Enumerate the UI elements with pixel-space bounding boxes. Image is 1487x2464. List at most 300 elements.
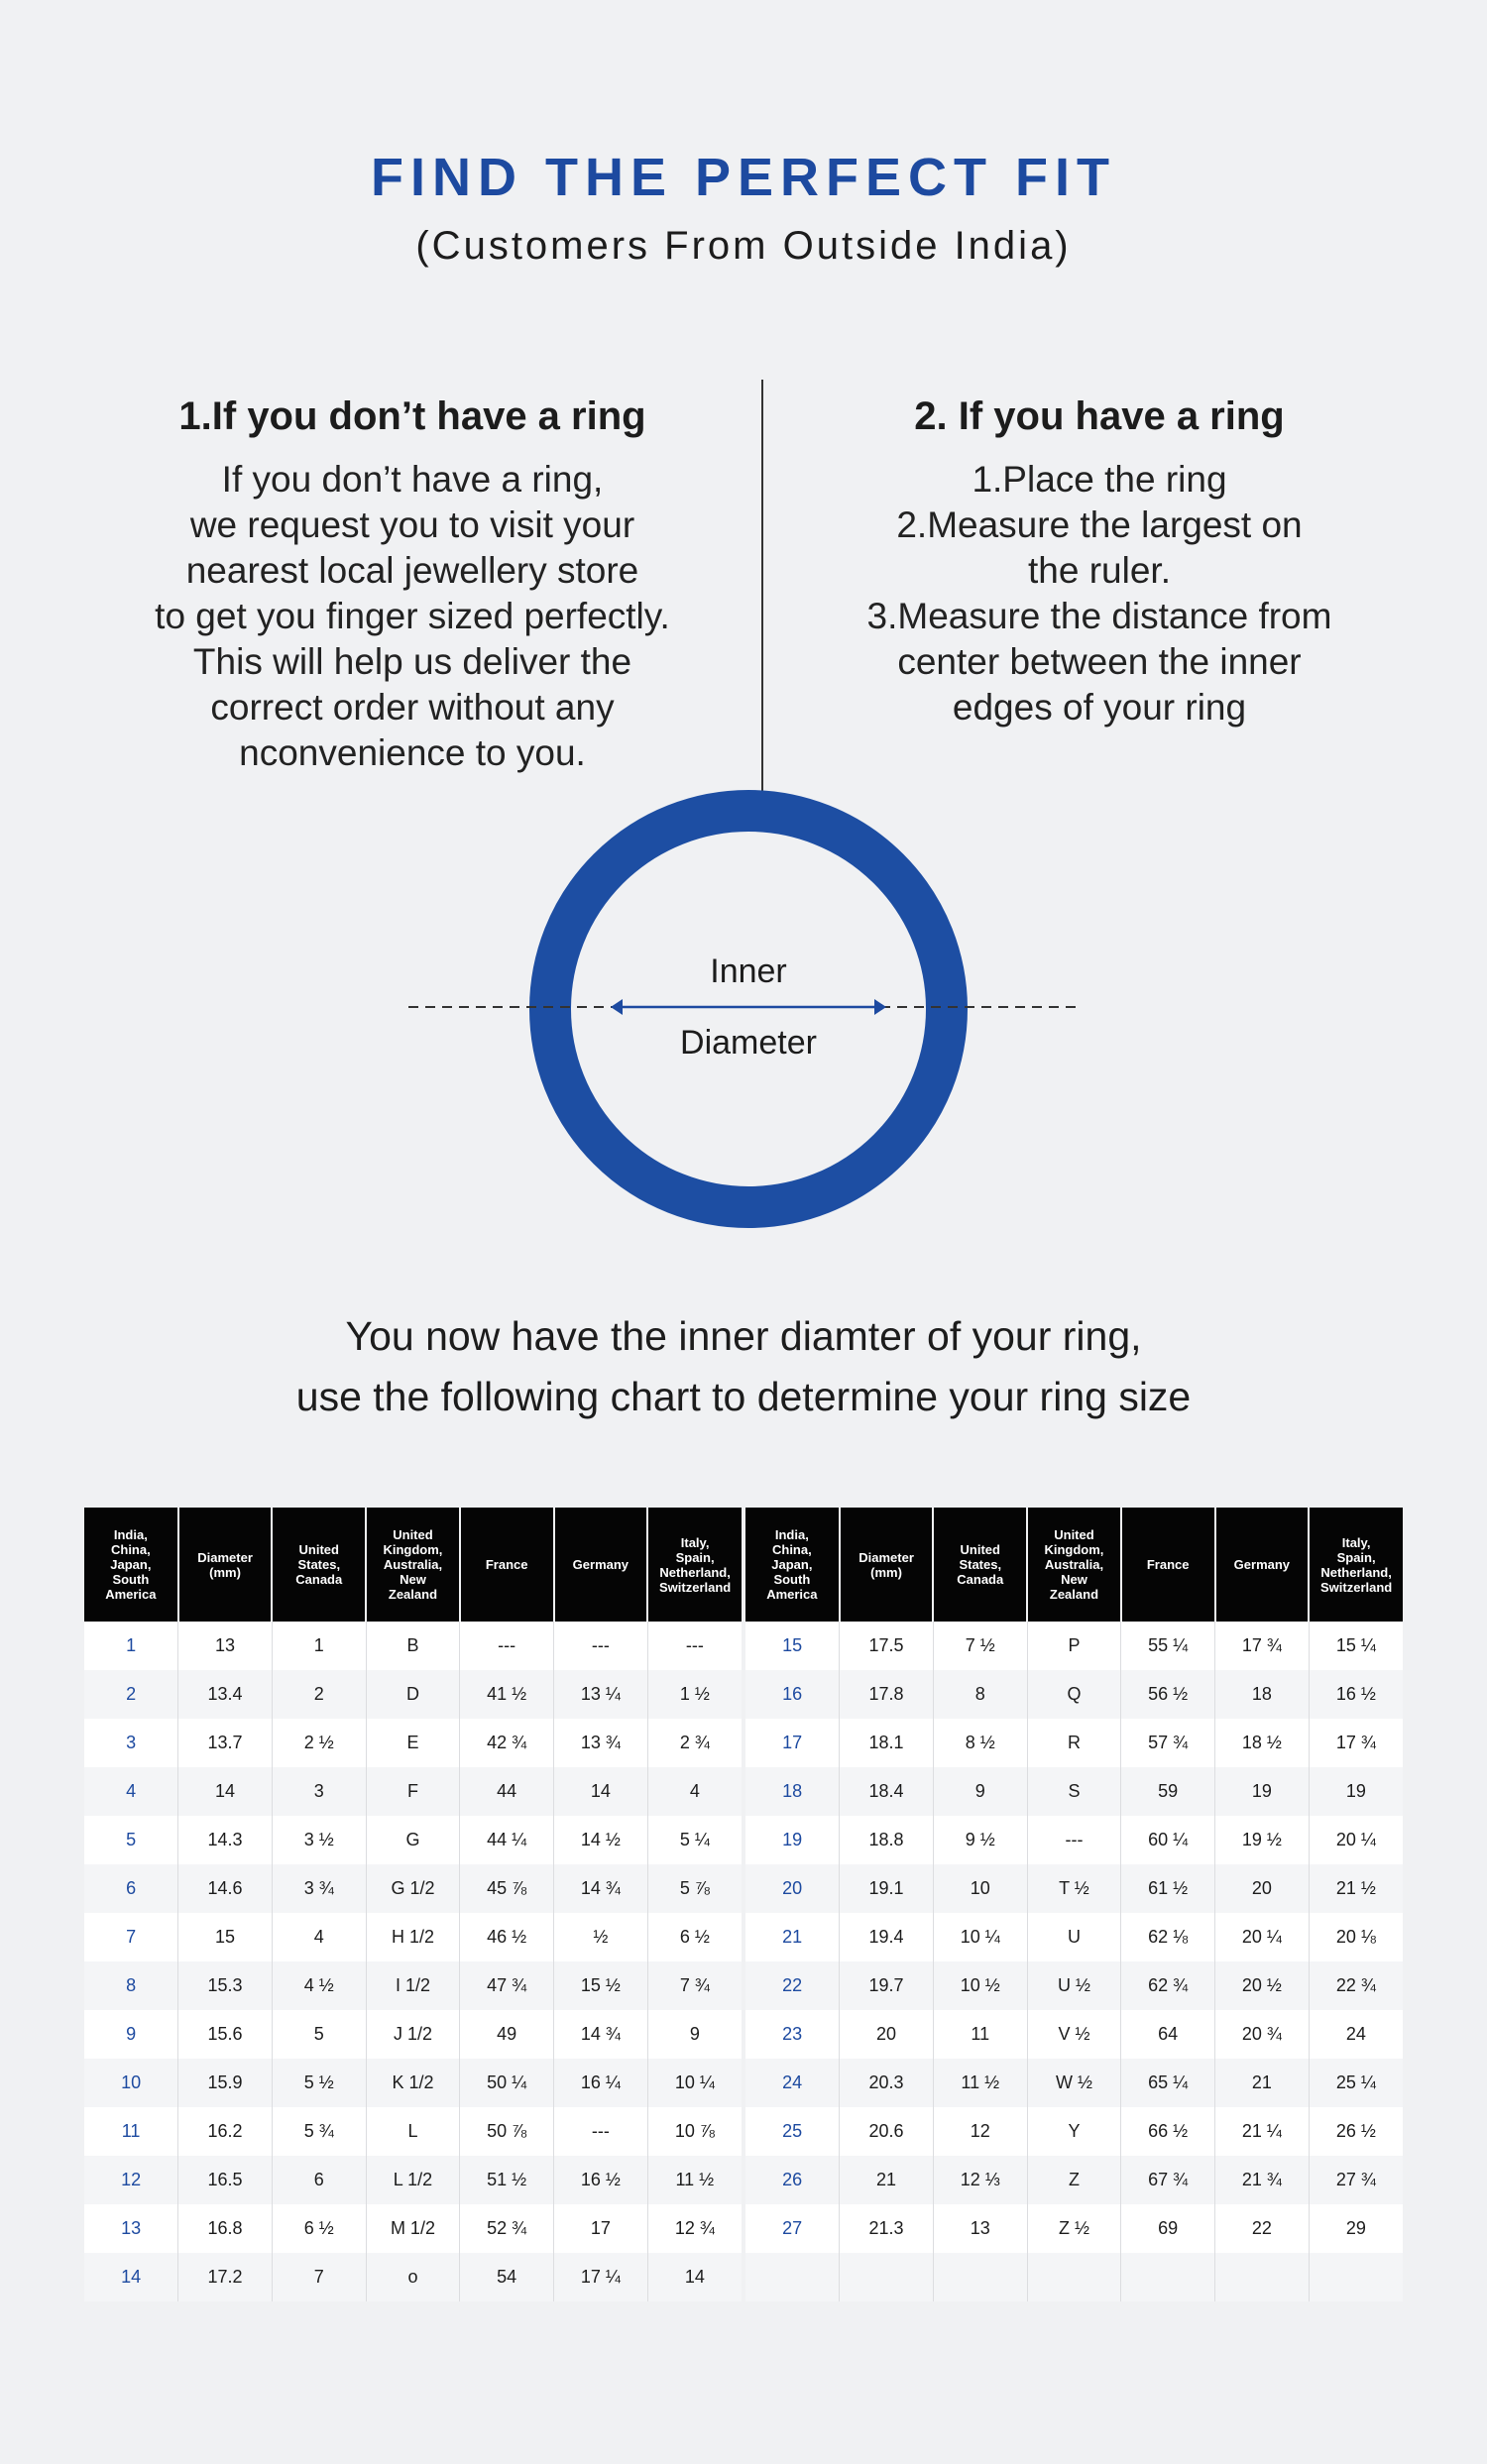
size-cell: 29: [1309, 2204, 1403, 2253]
size-cell: 14.3: [178, 1816, 273, 1864]
size-cell: 51 ½: [460, 2156, 554, 2204]
have-ring-line: 2.Measure the largest on: [896, 504, 1303, 545]
table-row: [84, 2156, 742, 2204]
size-cell: I 1/2: [366, 1961, 460, 2010]
no-ring-line: we request you to visit your: [189, 504, 635, 545]
size-cell: 4 ½: [272, 1961, 366, 2010]
have-ring-steps: [782, 457, 1417, 730]
column-header-line: Netherland,: [659, 1564, 731, 1580]
column-header-line: Kingdom,: [1044, 1542, 1104, 1557]
table-row: [745, 1913, 1403, 1961]
size-index-cell: 10: [84, 2059, 178, 2107]
table-row: [745, 2204, 1403, 2253]
size-cell: 16 ½: [1309, 1670, 1403, 1719]
column-header-line: United: [298, 1542, 339, 1557]
column-header-line: Germany: [1233, 1557, 1291, 1572]
size-cell: 50 ⅞: [460, 2107, 554, 2156]
column-header-line: Italy,: [680, 1534, 710, 1550]
column-header-line: Switzerland: [658, 1579, 732, 1595]
size-index-cell: 6: [84, 1864, 178, 1913]
size-cell: ---: [554, 2107, 648, 2156]
size-cell: 17.5: [840, 1622, 934, 1670]
size-cell: 7 ¾: [647, 1961, 742, 2010]
size-cell: 20: [1215, 1864, 1310, 1913]
table-row: [84, 2010, 742, 2059]
table-row: [745, 1622, 1403, 1670]
table-row: [84, 2059, 742, 2107]
size-cell: [840, 2253, 934, 2301]
size-cell: 19: [1309, 1767, 1403, 1816]
size-cell: Z ½: [1027, 2204, 1121, 2253]
table-row: [745, 2156, 1403, 2204]
table-row: [84, 1961, 742, 2010]
size-cell: 15.3: [178, 1961, 273, 2010]
size-cell: 24: [1309, 2010, 1403, 2059]
size-cell: 13 ¼: [554, 1670, 648, 1719]
size-cell: 54: [460, 2253, 554, 2301]
size-cell: R: [1027, 1719, 1121, 1767]
table-row: [745, 1767, 1403, 1816]
table-row: [745, 1864, 1403, 1913]
size-cell: J 1/2: [366, 2010, 460, 2059]
size-cell: K 1/2: [366, 2059, 460, 2107]
column-header-line: Australia,: [383, 1557, 443, 1572]
size-cell: 42 ¾: [460, 1719, 554, 1767]
column-header: [178, 1508, 273, 1622]
size-cell: 49: [460, 2010, 554, 2059]
size-index-cell: 3: [84, 1719, 178, 1767]
column-header: [554, 1508, 648, 1622]
table-row: [84, 1670, 742, 1719]
size-cell: 4: [272, 1913, 366, 1961]
table-row: [84, 1622, 742, 1670]
size-cell: Q: [1027, 1670, 1121, 1719]
size-cell: 14: [554, 1767, 648, 1816]
size-index-cell: 14: [84, 2253, 178, 2301]
size-cell: Y: [1027, 2107, 1121, 2156]
size-index-cell: 22: [745, 1961, 840, 2010]
column-header-line: Japan,: [771, 1557, 813, 1572]
size-cell: ---: [1027, 1816, 1121, 1864]
table-row: [84, 2253, 742, 2301]
size-cell: 14 ¾: [554, 2010, 648, 2059]
size-index-cell: 27: [745, 2204, 840, 2253]
size-cell: 21: [1215, 2059, 1310, 2107]
size-cell: L: [366, 2107, 460, 2156]
size-cell: 18.4: [840, 1767, 934, 1816]
instruction-text: [0, 1306, 1487, 1427]
size-cell: 26 ½: [1309, 2107, 1403, 2156]
size-index-cell: 20: [745, 1864, 840, 1913]
size-cell: 10 ¼: [933, 1913, 1027, 1961]
size-cell: 13: [178, 1622, 273, 1670]
column-header: [933, 1508, 1027, 1622]
size-index-cell: 2: [84, 1670, 178, 1719]
no-ring-line: nearest local jewellery store: [185, 550, 639, 591]
size-cell: 19: [1215, 1767, 1310, 1816]
size-cell: B: [366, 1622, 460, 1670]
no-ring-line: If you don’t have a ring,: [221, 459, 604, 500]
inner-label: Inner: [710, 952, 787, 990]
size-cell: 10 ⅞: [647, 2107, 742, 2156]
size-cell: 41 ½: [460, 1670, 554, 1719]
column-header-line: States,: [959, 1557, 1002, 1572]
column-header-line: Germany: [572, 1557, 629, 1572]
size-cell: 5 ½: [272, 2059, 366, 2107]
size-cell: ---: [460, 1622, 554, 1670]
size-cell: 59: [1121, 1767, 1215, 1816]
table-row: [84, 1767, 742, 1816]
column-header-line: New: [1061, 1572, 1087, 1587]
column-header-line: Netherland,: [1320, 1564, 1392, 1580]
size-cell: G 1/2: [366, 1864, 460, 1913]
size-cell: 18: [1215, 1670, 1310, 1719]
diameter-label: Diameter: [680, 1024, 817, 1062]
size-index-cell: 25: [745, 2107, 840, 2156]
size-cell: 47 ¾: [460, 1961, 554, 2010]
size-cell: 61 ½: [1121, 1864, 1215, 1913]
size-cell: F: [366, 1767, 460, 1816]
column-header: [366, 1508, 460, 1622]
size-cell: ½: [554, 1913, 648, 1961]
size-cell: 20 ¾: [1215, 2010, 1310, 2059]
column-header-line: India,: [113, 1527, 148, 1542]
size-cell: 15: [178, 1913, 273, 1961]
instruction-line-2: use the following chart to determine your ring size: [295, 1374, 1192, 1419]
size-index-cell: 1: [84, 1622, 178, 1670]
column-header-line: Spain,: [675, 1549, 715, 1565]
have-ring-section: [782, 394, 1417, 730]
size-cell: 19.1: [840, 1864, 934, 1913]
size-cell: [1121, 2253, 1215, 2301]
size-cell: 17: [554, 2204, 648, 2253]
size-cell: 9: [933, 1767, 1027, 1816]
column-header-line: Australia,: [1044, 1557, 1104, 1572]
size-cell: 3 ¾: [272, 1864, 366, 1913]
size-cell: 18.1: [840, 1719, 934, 1767]
size-cell: E: [366, 1719, 460, 1767]
size-cell: 21.3: [840, 2204, 934, 2253]
size-cell: H 1/2: [366, 1913, 460, 1961]
column-header-line: South: [773, 1572, 811, 1587]
size-cell: 14: [647, 2253, 742, 2301]
size-cell: 14: [178, 1767, 273, 1816]
size-cell: U: [1027, 1913, 1121, 1961]
size-cell: 13: [933, 2204, 1027, 2253]
size-cell: 20.6: [840, 2107, 934, 2156]
column-header: [84, 1508, 178, 1622]
table-row: [745, 2059, 1403, 2107]
size-cell: 20 ¼: [1309, 1816, 1403, 1864]
column-header-line: Spain,: [1336, 1549, 1376, 1565]
table-row: [84, 1913, 742, 1961]
column-header: [1215, 1508, 1310, 1622]
table-row: [84, 2107, 742, 2156]
size-cell: 55 ¼: [1121, 1622, 1215, 1670]
column-header: [840, 1508, 934, 1622]
have-ring-line: edges of your ring: [952, 687, 1247, 728]
size-cell: 52 ¾: [460, 2204, 554, 2253]
size-cell: 11 ½: [933, 2059, 1027, 2107]
column-header-line: America: [105, 1587, 157, 1602]
size-cell: 9 ½: [933, 1816, 1027, 1864]
size-cell: [933, 2253, 1027, 2301]
size-index-cell: 18: [745, 1767, 840, 1816]
size-cell: 1 ½: [647, 1670, 742, 1719]
ring-diagram: [0, 773, 1487, 1249]
size-cell: 11 ½: [647, 2156, 742, 2204]
size-cell: V ½: [1027, 2010, 1121, 2059]
size-index-cell: 8: [84, 1961, 178, 2010]
size-cell: 20 ¼: [1215, 1913, 1310, 1961]
column-header: [745, 1508, 840, 1622]
size-cell: S: [1027, 1767, 1121, 1816]
size-cell: 6: [272, 2156, 366, 2204]
size-cell: 13.4: [178, 1670, 273, 1719]
size-cell: 10: [933, 1864, 1027, 1913]
size-cell: 25 ¼: [1309, 2059, 1403, 2107]
instruction-line-1: You now have the inner diamter of your ring,: [345, 1313, 1142, 1359]
size-cell: 1: [272, 1622, 366, 1670]
column-header-line: (mm): [209, 1564, 241, 1580]
size-cell: 11: [933, 2010, 1027, 2059]
table-row: [745, 1670, 1403, 1719]
size-index-cell: 5: [84, 1816, 178, 1864]
table-row: [745, 2107, 1403, 2156]
size-cell: 2 ¾: [647, 1719, 742, 1767]
ring-circle: [550, 811, 947, 1207]
center-divider: [761, 380, 763, 796]
size-cell: 16.5: [178, 2156, 273, 2204]
size-index-cell: 24: [745, 2059, 840, 2107]
size-cell: 14.6: [178, 1864, 273, 1913]
size-cell: 17.8: [840, 1670, 934, 1719]
size-cell: 18.8: [840, 1816, 934, 1864]
column-header-line: Diameter: [197, 1549, 253, 1565]
size-index-cell: [745, 2253, 840, 2301]
column-header-line: France: [485, 1557, 528, 1572]
size-cell: 16.8: [178, 2204, 273, 2253]
size-cell: 2: [272, 1670, 366, 1719]
size-cell: ---: [554, 1622, 648, 1670]
no-ring-line: This will help us deliver the: [192, 641, 632, 682]
size-cell: 15.9: [178, 2059, 273, 2107]
size-cell: 15 ¼: [1309, 1622, 1403, 1670]
size-cell: 27 ¾: [1309, 2156, 1403, 2204]
size-cell: 19 ½: [1215, 1816, 1310, 1864]
size-cell: 21 ¾: [1215, 2156, 1310, 2204]
size-cell: 21: [840, 2156, 934, 2204]
size-cell: ---: [647, 1622, 742, 1670]
column-header-line: States,: [297, 1557, 341, 1572]
size-cell: 62 ¾: [1121, 1961, 1215, 2010]
column-header-line: Canada: [295, 1572, 343, 1587]
no-ring-line: to get you finger sized perfectly.: [155, 596, 670, 636]
size-cell: 8: [933, 1670, 1027, 1719]
table-row: [745, 1719, 1403, 1767]
column-header-line: Switzerland: [1319, 1579, 1393, 1595]
size-cell: 15.6: [178, 2010, 273, 2059]
size-cell: 18 ½: [1215, 1719, 1310, 1767]
size-cell: 5 ⅞: [647, 1864, 742, 1913]
size-cell: 20.3: [840, 2059, 934, 2107]
size-cell: 7: [272, 2253, 366, 2301]
size-cell: 46 ½: [460, 1913, 554, 1961]
table-row: [84, 1816, 742, 1864]
size-cell: U ½: [1027, 1961, 1121, 2010]
size-index-cell: 7: [84, 1913, 178, 1961]
size-cell: 3 ½: [272, 1816, 366, 1864]
size-index-cell: 19: [745, 1816, 840, 1864]
size-cell: 16.2: [178, 2107, 273, 2156]
size-cell: 17 ¾: [1215, 1622, 1310, 1670]
page-subtitle: (Customers From Outside India): [415, 224, 1072, 268]
size-cell: 20 ½: [1215, 1961, 1310, 2010]
have-ring-line: the ruler.: [1028, 550, 1171, 591]
size-table-right: [745, 1508, 1403, 2301]
column-header-line: United: [960, 1542, 1000, 1557]
size-cell: 5 ¾: [272, 2107, 366, 2156]
size-cell: 44: [460, 1767, 554, 1816]
size-cell: 21 ¼: [1215, 2107, 1310, 2156]
column-header: [272, 1508, 366, 1622]
size-cell: 12 ⅓: [933, 2156, 1027, 2204]
size-cell: 65 ¼: [1121, 2059, 1215, 2107]
table-row: [745, 1816, 1403, 1864]
size-cell: M 1/2: [366, 2204, 460, 2253]
size-index-cell: 23: [745, 2010, 840, 2059]
size-index-cell: 4: [84, 1767, 178, 1816]
size-cell: 44 ¼: [460, 1816, 554, 1864]
have-ring-line: 3.Measure the distance from: [866, 596, 1332, 636]
size-cell: 67 ¾: [1121, 2156, 1215, 2204]
size-cell: 9: [647, 2010, 742, 2059]
size-index-cell: 26: [745, 2156, 840, 2204]
column-header: [1309, 1508, 1403, 1622]
size-cell: 16 ¼: [554, 2059, 648, 2107]
size-cell: 21 ½: [1309, 1864, 1403, 1913]
size-index-cell: 17: [745, 1719, 840, 1767]
size-cell: 69: [1121, 2204, 1215, 2253]
size-table-left: [84, 1508, 742, 2301]
table-row: [84, 1719, 742, 1767]
column-header-line: (mm): [870, 1564, 902, 1580]
size-cell: 10 ½: [933, 1961, 1027, 2010]
column-header: [647, 1508, 742, 1622]
size-cell: 8 ½: [933, 1719, 1027, 1767]
have-ring-line: center between the inner: [897, 641, 1302, 682]
size-cell: 13.7: [178, 1719, 273, 1767]
size-cell: 62 ⅛: [1121, 1913, 1215, 1961]
size-cell: 56 ½: [1121, 1670, 1215, 1719]
column-header-line: Italy,: [1341, 1534, 1371, 1550]
size-cell: 5: [272, 2010, 366, 2059]
size-cell: 45 ⅞: [460, 1864, 554, 1913]
column-header-line: Zealand: [388, 1587, 438, 1602]
column-header-line: China,: [771, 1542, 812, 1557]
arrow-right-icon: [874, 999, 886, 1015]
column-header: [1027, 1508, 1121, 1622]
column-header-line: China,: [110, 1542, 151, 1557]
size-cell: D: [366, 1670, 460, 1719]
size-cell: [1215, 2253, 1310, 2301]
size-cell: 12 ¾: [647, 2204, 742, 2253]
column-header-line: Diameter: [858, 1549, 914, 1565]
size-cell: T ½: [1027, 1864, 1121, 1913]
no-ring-section: [95, 394, 730, 776]
size-cell: 3: [272, 1767, 366, 1816]
size-cell: o: [366, 2253, 460, 2301]
size-cell: 14 ½: [554, 1816, 648, 1864]
table-row: [84, 1864, 742, 1913]
size-cell: 2 ½: [272, 1719, 366, 1767]
size-cell: Z: [1027, 2156, 1121, 2204]
column-header: [1121, 1508, 1215, 1622]
size-cell: 14 ¾: [554, 1864, 648, 1913]
column-header-line: New: [400, 1572, 426, 1587]
column-header: [460, 1508, 554, 1622]
size-cell: L 1/2: [366, 2156, 460, 2204]
no-ring-text: [95, 457, 730, 776]
size-cell: 60 ¼: [1121, 1816, 1215, 1864]
size-cell: 12: [933, 2107, 1027, 2156]
size-cell: P: [1027, 1622, 1121, 1670]
size-index-cell: 11: [84, 2107, 178, 2156]
size-cell: 13 ¾: [554, 1719, 648, 1767]
size-cell: 17 ¼: [554, 2253, 648, 2301]
ring-size-chart: [84, 1508, 1403, 2300]
size-index-cell: 12: [84, 2156, 178, 2204]
column-header-line: America: [766, 1587, 818, 1602]
size-cell: 6 ½: [647, 1913, 742, 1961]
no-ring-line: nconvenience to you.: [239, 732, 586, 773]
have-ring-heading: 2. If you have a ring: [914, 394, 1285, 438]
size-cell: 19.4: [840, 1913, 934, 1961]
size-cell: 19.7: [840, 1961, 934, 2010]
size-index-cell: 15: [745, 1622, 840, 1670]
size-cell: 6 ½: [272, 2204, 366, 2253]
size-cell: [1309, 2253, 1403, 2301]
size-cell: 5 ¼: [647, 1816, 742, 1864]
size-index-cell: 13: [84, 2204, 178, 2253]
size-cell: 22 ¾: [1309, 1961, 1403, 2010]
size-cell: 16 ½: [554, 2156, 648, 2204]
table-row: [745, 1961, 1403, 2010]
size-cell: 4: [647, 1767, 742, 1816]
size-index-cell: 16: [745, 1670, 840, 1719]
size-cell: G: [366, 1816, 460, 1864]
have-ring-line: 1.Place the ring: [972, 459, 1227, 500]
no-ring-heading: 1.If you don’t have a ring: [178, 394, 646, 438]
column-header-line: Canada: [957, 1572, 1004, 1587]
size-index-cell: 21: [745, 1913, 840, 1961]
size-cell: 64: [1121, 2010, 1215, 2059]
no-ring-line: correct order without any: [210, 687, 615, 728]
size-cell: 22: [1215, 2204, 1310, 2253]
table-row: [745, 2253, 1403, 2301]
size-cell: 57 ¾: [1121, 1719, 1215, 1767]
page-title: FIND THE PERFECT FIT: [371, 148, 1116, 207]
table-row: [84, 2204, 742, 2253]
size-cell: 20: [840, 2010, 934, 2059]
column-header-line: France: [1146, 1557, 1190, 1572]
column-header-line: Zealand: [1049, 1587, 1099, 1602]
size-cell: 17.2: [178, 2253, 273, 2301]
size-index-cell: 9: [84, 2010, 178, 2059]
arrow-left-icon: [611, 999, 623, 1015]
column-header-line: South: [112, 1572, 150, 1587]
size-cell: 50 ¼: [460, 2059, 554, 2107]
